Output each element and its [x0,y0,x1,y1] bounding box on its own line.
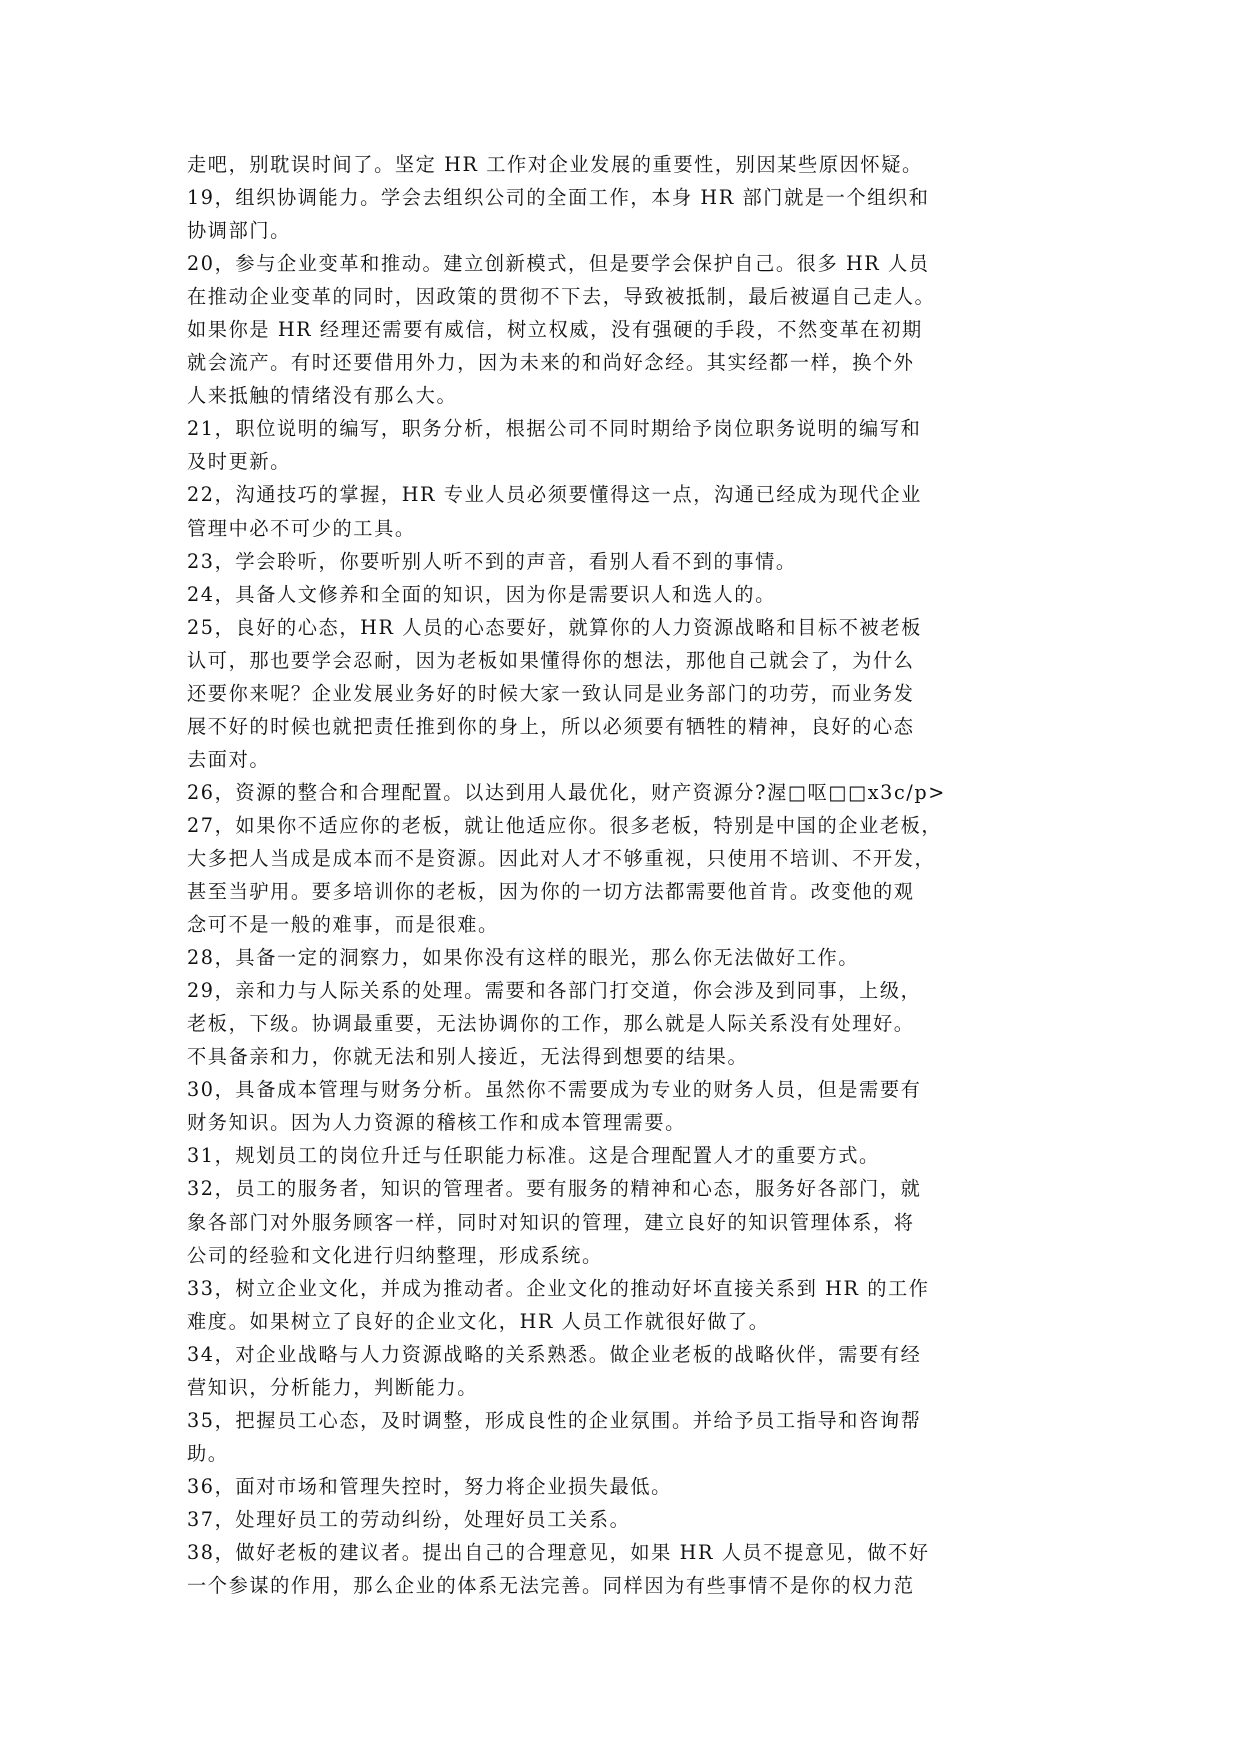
text-line: 去面对。 [187,747,271,771]
text-line: 一个参谋的作用，那么企业的体系无法完善。同样因为有些事情不是你的权力范 [187,1574,915,1598]
text-line: 管理中必不可少的工具。 [187,516,416,540]
text-line: 难度。如果树立了良好的企业文化，HR 人员工作就很好做了。 [187,1309,770,1333]
text-line: 不具备亲和力，你就无法和别人接近，无法得到想要的结果。 [187,1045,749,1069]
text-line: 26，资源的整合和合理配置。以达到用人最优化，财产资源分?渥□呕□□x3c/p> [187,780,946,804]
text-line: 念可不是一般的难事，而是很难。 [187,913,499,937]
text-line: 21，职位说明的编写，职务分析，根据公司不同时期给予岗位职务说明的编写和 [187,417,922,441]
text-line: 老板，下级。协调最重要，无法协调你的工作，那么就是人际关系没有处理好。 [187,1012,915,1036]
text-line: 就会流产。有时还要借用外力，因为未来的和尚好念经。其实经都一样，换个外 [187,351,915,375]
text-line: 33，树立企业文化，并成为推动者。企业文化的推动好坏直接关系到 HR 的工作 [187,1276,930,1300]
text-line: 人来抵触的情绪没有那么大。 [187,384,458,408]
text-line: 34，对企业战略与人力资源战略的关系熟悉。做企业老板的战略伙伴，需要有经 [187,1342,922,1366]
text-line: 37，处理好员工的劳动纠纷，处理好员工关系。 [187,1507,631,1531]
text-line: 及时更新。 [187,450,291,474]
text-line: 营知识，分析能力，判断能力。 [187,1375,479,1399]
text-line: 25，良好的心态，HR 人员的心态要好，就算你的人力资源战略和目标不被老板 [187,615,922,639]
text-line: 公司的经验和文化进行归纳整理，形成系统。 [187,1243,603,1267]
text-line: 助。 [187,1441,229,1465]
text-line: 30，具备成本管理与财务分析。虽然你不需要成为专业的财务人员，但是需要有 [187,1078,922,1102]
text-line: 22，沟通技巧的掌握，HR 专业人员必须要懂得这一点，沟通已经成为现代企业 [187,483,922,507]
text-line: 大多把人当成是成本而不是资源。因此对人才不够重视，只使用不培训、不开发， [187,846,936,870]
text-line: 32，员工的服务者，知识的管理者。要有服务的精神和心态，服务好各部门，就 [187,1177,922,1201]
text-line: 甚至当驴用。要多培训你的老板，因为你的一切方法都需要他首肯。改变他的观 [187,880,915,904]
text-line: 展不好的时候也就把责任推到你的身上，所以必须要有牺牲的精神，良好的心态 [187,714,915,738]
text-line: 27，如果你不适应你的老板，就让他适应你。很多老板，特别是中国的企业老板， [187,813,943,837]
text-line: 认可，那也要学会忍耐，因为老板如果懂得你的想法，那他自己就会了，为什么 [187,648,915,672]
text-line: 走吧，别耽误时间了。坚定 HR 工作对企业发展的重要性，别因某些原因怀疑。 [187,153,923,176]
text-line: 35，把握员工心态，及时调整，形成良性的企业氛围。并给予员工指导和咨询帮 [187,1408,922,1432]
text-line: 协调部门。 [187,219,291,243]
text-line: 还要你来呢？企业发展业务好的时候大家一致认同是业务部门的功劳，而业务发 [187,681,915,705]
text-line: 在推动企业变革的同时，因政策的贯彻不下去，导致被抵制，最后被逼自己走人。 [187,285,936,309]
text-line: 23，学会聆听，你要听别人听不到的声音，看别人看不到的事情。 [187,549,797,573]
text-line: 29，亲和力与人际关系的处理。需要和各部门打交道，你会涉及到同事，上级， [187,979,922,1003]
text-line: 24，具备人文修养和全面的知识，因为你是需要识人和选人的。 [187,582,776,606]
text-line: 36，面对市场和管理失控时，努力将企业损失最低。 [187,1474,672,1498]
text-line: 28，具备一定的洞察力，如果你没有这样的眼光，那么你无法做好工作。 [187,946,860,970]
text-line: 如果你是 HR 经理还需要有威信，树立权威，没有强硬的手段，不然变革在初期 [187,318,923,342]
text-line: 19，组织协调能力。学会去组织公司的全面工作，本身 HR 部门就是一个组织和 [187,186,930,210]
text-line: 20，参与企业变革和推动。建立创新模式，但是要学会保护自己。很多 HR 人员 [187,252,930,276]
text-line: 象各部门对外服务顾客一样，同时对知识的管理，建立良好的知识管理体系，将 [187,1210,915,1234]
text-line: 38，做好老板的建议者。提出自己的合理意见，如果 HR 人员不提意见，做不好 [187,1540,930,1564]
text-line: 31，规划员工的岗位升迁与任职能力标准。这是合理配置人才的重要方式。 [187,1144,880,1168]
document-body [187,148,1057,1602]
text-line: 财务知识。因为人力资源的稽核工作和成本管理需要。 [187,1111,686,1135]
